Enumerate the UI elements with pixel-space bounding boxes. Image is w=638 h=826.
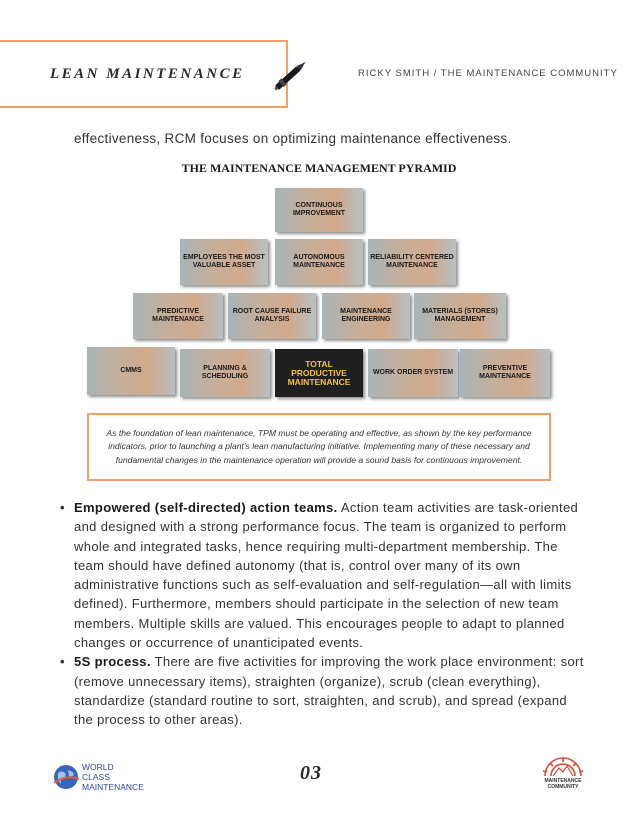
page-number: 03 xyxy=(300,762,322,784)
logo-text-line: MAINTENANCE xyxy=(82,782,144,792)
intro-paragraph: effectiveness, RCM focuses on optimizing maintenance effectiveness. xyxy=(74,131,512,146)
world-class-maintenance-logo xyxy=(52,762,148,794)
pyramid-block-cmms: CMMS xyxy=(87,347,175,395)
pyramid-block-rcm: RELIABILITY CENTERED MAINTENANCE xyxy=(368,239,456,285)
globe-icon xyxy=(52,762,80,792)
pyramid-block-work-order-system: WORK ORDER SYSTEM xyxy=(368,349,458,397)
pen-icon xyxy=(268,56,312,96)
list-item xyxy=(58,652,588,729)
pyramid-block-autonomous-maintenance: AUTONOMOUS MAINTENANCE xyxy=(275,239,363,285)
logo-text-line: MAINTENANCE xyxy=(544,778,582,784)
pyramid-block-root-cause: ROOT CAUSE FAILURE ANALYSIS xyxy=(228,293,316,339)
bullet-dot: • xyxy=(60,654,65,670)
pyramid-block-materials-management: MATERIALS (STORES) MANAGEMENT xyxy=(414,293,506,339)
list-item xyxy=(58,498,588,652)
pyramid-block-continuous-improvement: CONTINUOUS IMPROVEMENT xyxy=(275,188,363,232)
pyramid-block-tpm: TOTAL PRODUCTIVE MAINTENANCE xyxy=(275,349,363,397)
pyramid-block-preventive-maintenance: PREVENTIVE MAINTENANCE xyxy=(460,349,550,397)
bullet-dot: • xyxy=(60,500,65,515)
document-title: LEAN MAINTENANCE xyxy=(50,66,245,82)
bullet-text: There are five activities for improving the work place environment: sort (remove unnecessary items), straighten (organize), scrub (clean everything), standardize (standard routine to sort, straighten, and scrub), and spread (expand the process to other areas). xyxy=(74,654,584,728)
bullet-heading: Empowered (self-directed) action teams. xyxy=(74,500,338,515)
pyramid-title: THE MAINTENANCE MANAGEMENT PYRAMID xyxy=(181,161,457,175)
pyramid-caption: As the foundation of lean maintenance, TPM must be operating and effective, as shown by the key performance indicators, prior to launching a plant's lean manufacturing initiative. Implementing many of these necessary and fundamental changes in the maintenance operation will provide a sound basis for continuous improvement. xyxy=(87,413,551,481)
maintenance-community-logo xyxy=(533,756,593,796)
gear-icon xyxy=(533,756,593,778)
logo-text-line: WORLD xyxy=(82,762,114,772)
pyramid-block-predictive-maintenance: PREDICTIVE MAINTENANCE xyxy=(133,293,223,339)
logo-text-line: CLASS xyxy=(82,772,110,782)
author-line: RICKY SMITH / THE MAINTENANCE COMMUNITY xyxy=(358,68,618,79)
bullet-heading: 5S process. xyxy=(74,654,151,670)
logo-text-line: COMMUNITY xyxy=(547,784,579,790)
pyramid-block-maintenance-engineering: MAINTENANCE ENGINEERING xyxy=(322,293,410,339)
bullet-list xyxy=(58,498,588,730)
pyramid-block-employees: EMPLOYEES THE MOST VALUABLE ASSET xyxy=(180,239,268,285)
bullet-text: Action team activities are task-oriented and designed with a strong performance focus. The team is organized to perform whole and integrated tasks, hence requiring multi-department membership. The team should have defined autonomy (that is, control over many of its own administrative functions such as self-evaluation and self-regulation—all with limits defined). Furthermore, members should participate in the selection of new team members. Multiple skills are valued. This encourages people to adapt to planned changes or occurrence of unanticipated events. xyxy=(74,500,579,651)
pyramid-block-planning-scheduling: PLANNING & SCHEDULING xyxy=(180,349,270,397)
